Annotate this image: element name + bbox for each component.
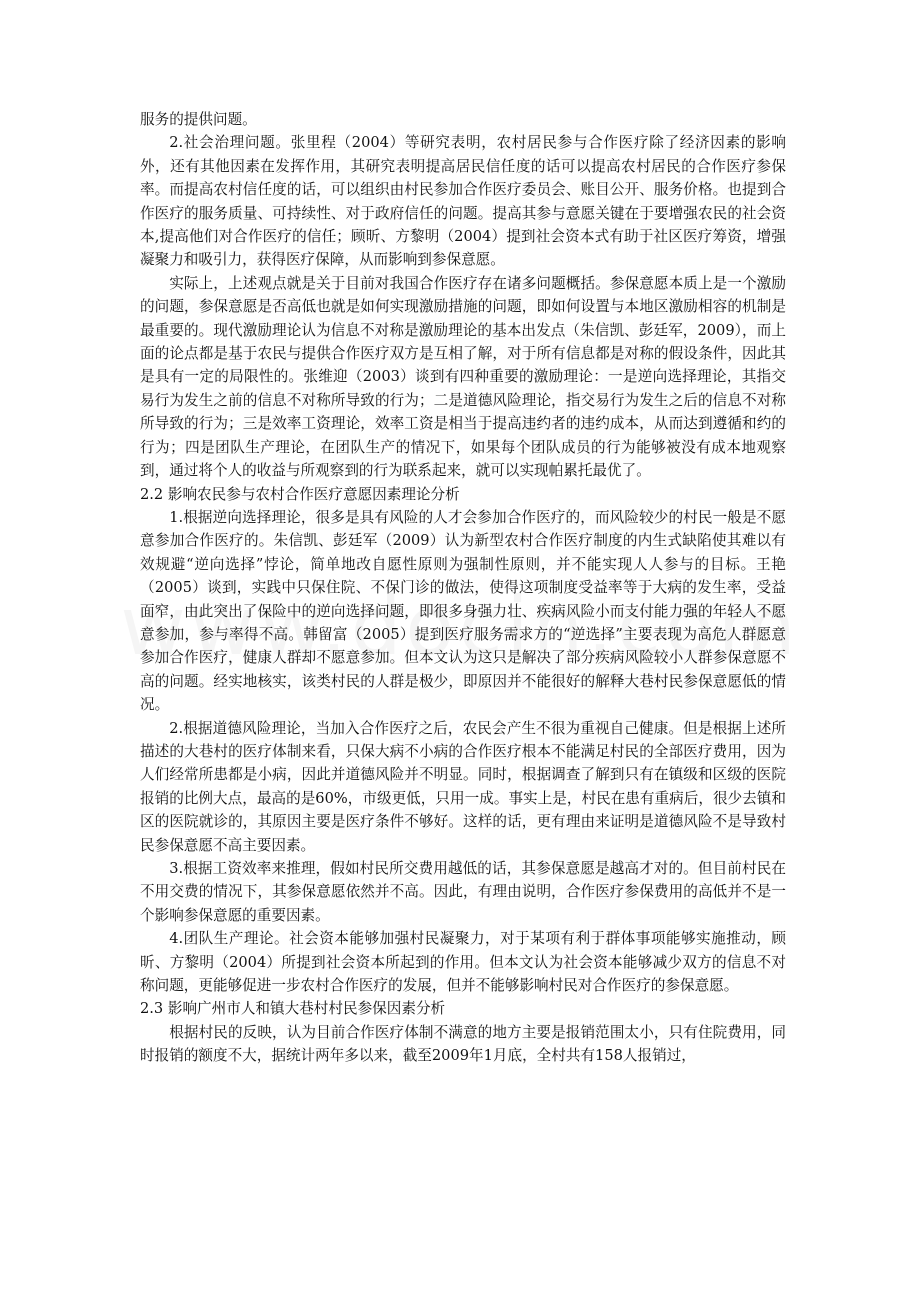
paragraph-adverse-selection: 1.根据逆向选择理论，很多是具有风险的人才会参加合作医疗的，而风险较少的村民一般是不愿意参加合作医疗的。朱信凯、彭廷军（2009）认为新型农村合作医疗制度的内生式缺陷使其难以有效规避“逆向选择”悖论，简单地改自愿性原则为强制性原则，并不能实现人人参与的目标。王艳（2005）谈到，实践中只保住院、不保门诊的做法，使得这项制度受益率等于大病的发生率，受益面窄，由此突出了保险中的逆向选择问题，即很多身强力壮、疾病风险小而支付能力强的年轻人不愿意参加，参与率得不高。韩留富（2005）提到医疗服务需求方的“逆选择”主要表现为高危人群愿意参加合作医疗，健康人群却不愿意参加。但本文认为这只是解决了部分疾病风险较小人群参保意愿不高的问题。经实地核实，该类村民的人群是极少，即原因并不能很好的解释大巷村民参保意愿低的情况。	[140, 508, 786, 714]
section-heading-2-2: 2.2 影响农民参与农村合作医疗意愿因素理论分析	[140, 485, 460, 503]
section-heading-2-3: 2.3 影响广州市人和镇大巷村村民参保因素分析	[140, 1000, 446, 1018]
document-body	[140, 108, 786, 1068]
paragraph-efficiency-wage: 3.根据工资效率来推理，假如村民所交费用越低的话，其参保意愿是越高才对的。但目前村民在不用交费的情况下，其参保意愿依然并不高。因此，有理由说明，合作医疗参保费用的高低并不是一个影响参保意愿的重要因素。	[140, 860, 786, 924]
paragraph-villager-feedback: 根据村民的反映，认为目前合作医疗体制不满意的地方主要是报销范围太小，只有住院费用，同时报销的额度不大，据统计两年多以来，截至2009年1月底，全村共有158人报销过，	[140, 1023, 786, 1065]
paragraph-moral-hazard: 2.根据道德风险理论，当加入合作医疗之后，农民会产生不很为重视自己健康。但是根据上述所描述的大巷村的医疗体制来看，只保大病不小病的合作医疗根本不能满足村民的全部医疗费用，因为人们经常所患都是小病，因此并道德风险并不明显。同时，根据调查了解到只有在镇级和区级的医院报销的比例大点，最高的是60%，市级更低，只用一成。事实上是，村民在患有重病后，很少去镇和区的医院就诊的，其原因主要是医疗条件不够好。这样的话，更有理由来证明是道德风险不是导致村民参保意愿不高主要因素。	[140, 719, 786, 854]
paragraph-incentive-theory: 实际上，上述观点就是关于目前对我国合作医疗存在诸多问题概括。参保意愿本质上是一个激励的问题，参保意愿是否高低也就是如何实现激励措施的问题，即如何设置与本地区激励相容的机制是最重要的。现代激励理论认为信息不对称是激励理论的基本出发点（朱信凯、彭廷军，2009），而上面的论点都是基于农民与提供合作医疗双方是互相了解，对于所有信息都是对称的假设条件，因此其是具有一定的局限性的。张维迎（2003）谈到有四种重要的激励理论：一是逆向选择理论，其指交易行为发生之前的信息不对称所导致的行为；二是道德风险理论，指交易行为发生之后的信息不对称所导致的行为；三是效率工资理论，效率工资是相当于提高违约者的违约成本，从而达到遵循和约的行为；四是团队生产理论，在团队生产的情况下，如果每个团队成员的行为能够被没有成本地观察到，通过将个人的收益与所观察到的行为联系起来，就可以实现帕累托最优了。	[140, 274, 786, 480]
paragraph-social-governance: 2.社会治理问题。张里程（2004）等研究表明，农村居民参与合作医疗除了经济因素的影响外，还有其他因素在发挥作用，其研究表明提高居民信任度的话可以提高农村居民的合作医疗参保率。而提高农村信任度的话，可以组织由村民参加合作医疗委员会、账目公开、服务价格。也提到合作医疗的服务质量、可持续性、对于政府信任的问题。提高其参与意愿关键在于要增强农民的社会资本,提高他们对合作医疗的信任；顾昕、方黎明（2004）提到社会资本式有助于社区医疗筹资，增强凝聚力和吸引力，获得医疗保障，从而影响到参保意愿。	[140, 134, 786, 269]
paragraph-team-production: 4.团队生产理论。社会资本能够加强村民凝聚力，对于某项有利于群体事项能够实施推动，顾昕、方黎明（2004）所提到社会资本所起到的作用。但本文认为社会资本能够减少双方的信息不对称问题，更能够促进一步农村合作医疗的发展，但并不能够影响村民对合作医疗的参保意愿。	[140, 930, 786, 995]
paragraph-continuation: 服务的提供问题。	[140, 111, 257, 128]
